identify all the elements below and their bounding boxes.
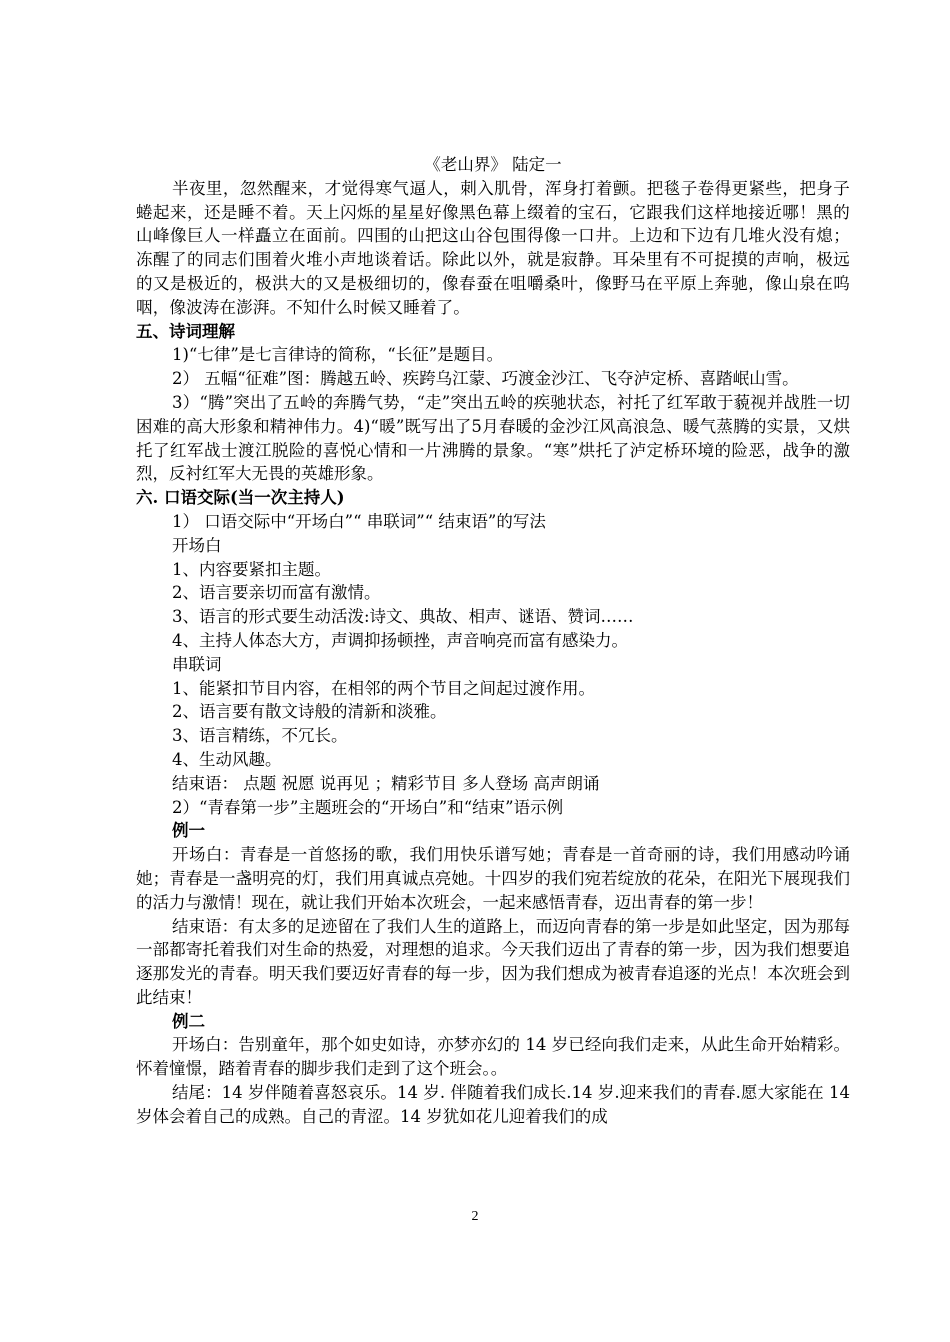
- opening-point-3: 3、语言的形式要生动活泼:诗文、典故、相声、谜语、赞词……: [172, 607, 634, 627]
- section-six-heading: 六. 口语交际(当一次主持人): [136, 488, 345, 508]
- section-five-item-2: 2） 五幅“征难”图：腾越五岭、疾跨乌江蒙、巧渡金沙江、飞夺泸定桥、喜踏岷山雪。: [172, 369, 799, 389]
- section-six-item-2: 2）“青春第一步”主题班会的“开场白”和“结束”语示例: [172, 797, 564, 817]
- linking-point-1: 1、能紧扣节目内容，在相邻的两个节目之间起过渡作用。: [172, 678, 595, 698]
- example-two-opening: 开场白：告别童年，那个如史如诗，亦梦亦幻的 14 岁已经向我们走来，从此生命开始精彩。怀着憧憬，踏着青春的脚步我们走到了这个班会。。: [136, 1035, 850, 1079]
- opening-point-4: 4、主持人体态大方，声调抑扬顿挫，声音响亮而富有感染力。: [172, 630, 628, 650]
- section-five-item-1: 1)“七律”是七言律诗的简称，“长征”是题目。: [172, 345, 504, 365]
- linking-point-3: 3、语言精练，不冗长。: [172, 726, 348, 746]
- section-six-item-1: 1） 口语交际中“开场白”“ 串联词”“ 结束语”的写法: [172, 511, 546, 531]
- section-five-item-3: 3）“腾”突出了五岭的奔腾气势，“走”突出五岭的疾驰状态，衬托了红军敢于藐视并战胜一切困难的高大形象和精神伟力。4)“暖”既写出了5月春暖的金沙江风高浪急、暖气蒸腾的实景，又烘托了红军战士渡江脱险的喜悦心情和一片沸腾的景象。“寒”烘托了泸定桥环境的险恶，战争的激烈，反衬红军大无畏的英雄形象。: [136, 392, 850, 484]
- example-two-heading: 例二: [172, 1011, 205, 1031]
- section-five-heading: 五、诗词理解: [136, 321, 235, 341]
- linking-heading: 串联词: [172, 654, 222, 674]
- opening-point-2: 2、语言要亲切而富有激情。: [172, 583, 381, 603]
- linking-point-2: 2、语言要有散文诗般的清新和淡雅。: [172, 702, 447, 722]
- closing-summary: 结束语： 点题 祝愿 说再见 ；精彩节目 多人登场 高声朗诵: [172, 773, 600, 793]
- example-one-heading: 例一: [172, 821, 205, 841]
- excerpt-paragraph: 半夜里，忽然醒来，才觉得寒气逼人，刺入肌骨，浑身打着颤。把毯子卷得更紧些，把身子蜷起来，还是睡不着。天上闪烁的星星好像黑色幕上缀着的宝石，它跟我们这样地接近哪！黑的山峰像巨人一样矗立在面前。四围的山把这山谷包围得像一口井。上边和下边有几堆火没有熄；冻醒了的同志们围着火堆小声地谈着话。除此以外，就是寂静。耳朵里有不可捉摸的声响，极远的又是极近的，极洪大的又是极细切的，像春蚕在咀嚼桑叶，像野马在平原上奔驰，像山泉在呜咽，像波涛在澎湃。不知什么时候又睡着了。: [136, 178, 850, 317]
- example-one-opening: 开场白：青春是一首悠扬的歌，我们用快乐谱写她；青春是一首奇丽的诗，我们用感动吟诵她；青春是一盏明亮的灯，我们用真诚点亮她。十四岁的我们宛若绽放的花朵，在阳光下展现我们的活力与激情！现在，就让我们开始本次班会，一起来感悟青春，迈出青春的第一步！: [136, 845, 850, 912]
- linking-point-4: 4、生动风趣。: [172, 749, 282, 769]
- opening-point-1: 1、内容要紧扣主题。: [172, 559, 331, 579]
- opening-heading: 开场白: [172, 535, 222, 555]
- excerpt-title: 《老山界》 陆定一: [424, 155, 562, 174]
- example-one-closing: 结束语：有太多的足迹留在了我们人生的道路上，而迈向青春的第一步是如此坚定，因为那每一部都寄托着我们对生命的热爱，对理想的追求。今天我们迈出了青春的第一步，因为我们想要追逐那发光的青春。明天我们要迈好青春的每一步，因为我们想成为被青春追逐的光点！本次班会到此结束！: [136, 916, 850, 1007]
- document-body: [136, 153, 850, 1129]
- page-number: 2: [471, 1209, 479, 1224]
- example-two-closing: 结尾：14 岁伴随着喜怒哀乐。14 岁. 伴随着我们成长.14 岁.迎来我们的青春.愿大家能在 14 岁体会着自己的成熟。自己的青涩。14 岁犹如花儿迎着我们的成: [136, 1083, 850, 1126]
